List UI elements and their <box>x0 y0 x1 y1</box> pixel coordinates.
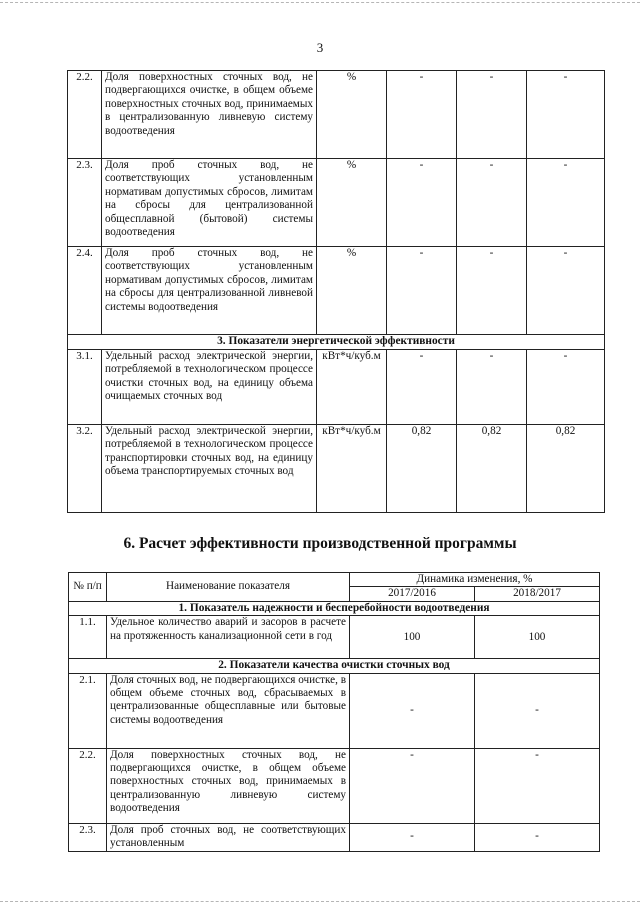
table-row <box>68 71 605 159</box>
table-row <box>69 748 600 823</box>
value-cell: - <box>387 71 457 159</box>
value-cell: - <box>457 350 527 425</box>
section-row <box>69 601 600 615</box>
row-number: 1.1. <box>69 616 107 659</box>
indicator-name: Удельное количество аварий и засоров в расчете на протяженность канализационной сети в год <box>107 616 350 659</box>
value-cell: - <box>387 247 457 335</box>
section-title: 1. Показатель надежности и бесперебойности водоотведения <box>69 601 600 615</box>
bottom-scan-edge <box>0 901 640 902</box>
value-cell: 0,82 <box>387 425 457 513</box>
row-number: 2.4. <box>68 247 102 335</box>
value-cell: - <box>457 247 527 335</box>
top-scan-edge <box>0 2 640 3</box>
value-cell: 0,82 <box>457 425 527 513</box>
value-cell: - <box>350 673 475 748</box>
section-title: 3. Показатели энергетической эффективности <box>68 335 605 350</box>
indicator-name: Доля проб сточных вод, не соответствующих установленным нормативам допустимых сбросов, лимитам на сбросы для централизованной ливневой системы водоотведения <box>102 247 317 335</box>
table-row <box>68 425 605 513</box>
header-year: 2018/2017 <box>475 587 600 601</box>
header-year: 2017/2016 <box>350 587 475 601</box>
value-cell: - <box>387 350 457 425</box>
section-title: 2. Показатели качества очистки сточных вод <box>69 659 600 673</box>
value-cell: - <box>527 71 605 159</box>
value-cell: - <box>527 159 605 247</box>
row-number: 3.2. <box>68 425 102 513</box>
value-cell: - <box>527 350 605 425</box>
value-cell: 100 <box>475 616 600 659</box>
value-cell: - <box>475 673 600 748</box>
value-cell: - <box>457 71 527 159</box>
unit-cell: % <box>317 71 387 159</box>
indicators-table <box>67 70 605 513</box>
value-cell: - <box>475 823 600 851</box>
row-number: 2.2. <box>69 748 107 823</box>
row-number: 2.1. <box>69 673 107 748</box>
table-row <box>68 247 605 335</box>
efficiency-table <box>68 572 600 852</box>
table-row <box>69 616 600 659</box>
indicator-name: Удельный расход электрической энергии, потребляемой в технологическом процессе транспортировки сточных вод, на единицу объема транспортируемых сточных вод <box>102 425 317 513</box>
unit-cell: % <box>317 247 387 335</box>
unit-cell: кВт*ч/куб.м <box>317 425 387 513</box>
indicator-name: Доля сточных вод, не подвергающихся очистке, в общем объеме сточных вод, сбрасываемых в централизованные общесплавные или бытовые системы водоотведения <box>107 673 350 748</box>
value-cell: 100 <box>350 616 475 659</box>
value-cell: - <box>527 247 605 335</box>
header-number: № п/п <box>69 573 107 602</box>
row-number: 3.1. <box>68 350 102 425</box>
value-cell: - <box>350 748 475 823</box>
unit-cell: % <box>317 159 387 247</box>
header-dynamics: Динамика изменения, % <box>350 573 600 587</box>
indicator-name: Доля поверхностных сточных вод, не подвергающихся очистке, в общем объеме поверхностных сточных вод, принимаемых в централизованную ливневую систему водоотведения <box>107 748 350 823</box>
value-cell: 0,82 <box>527 425 605 513</box>
indicator-name: Доля проб сточных вод, не соответствующих установленным нормативам допустимых сбросов, лимитам на сбросы для централизованной общесплавной (бытовой) системы водоотведения <box>102 159 317 247</box>
value-cell: - <box>350 823 475 851</box>
value-cell: - <box>475 748 600 823</box>
indicator-name: Удельный расход электрической энергии, потребляемой в технологическом процессе очистки сточных вод, на единицу объема очищаемых сточных вод <box>102 350 317 425</box>
section-heading: 6. Расчет эффективности производственной программы <box>123 535 517 552</box>
table-row <box>68 159 605 247</box>
table-row <box>68 350 605 425</box>
section-row <box>69 659 600 673</box>
unit-cell: кВт*ч/куб.м <box>317 350 387 425</box>
row-number: 2.3. <box>68 159 102 247</box>
header-row <box>69 573 600 587</box>
table-row <box>69 823 600 851</box>
indicator-name: Доля проб сточных вод, не соответствующих установленным <box>107 823 350 851</box>
section-row <box>68 335 605 350</box>
table-row <box>69 673 600 748</box>
value-cell: - <box>457 159 527 247</box>
indicator-name: Доля поверхностных сточных вод, не подвергающихся очистке, в общем объеме поверхностных сточных вод, принимаемых в централизованную ливневую систему водоотведения <box>102 71 317 159</box>
value-cell: - <box>387 159 457 247</box>
page-number: 3 <box>316 40 324 55</box>
row-number: 2.3. <box>69 823 107 851</box>
row-number: 2.2. <box>68 71 102 159</box>
header-name: Наименование показателя <box>107 573 350 602</box>
